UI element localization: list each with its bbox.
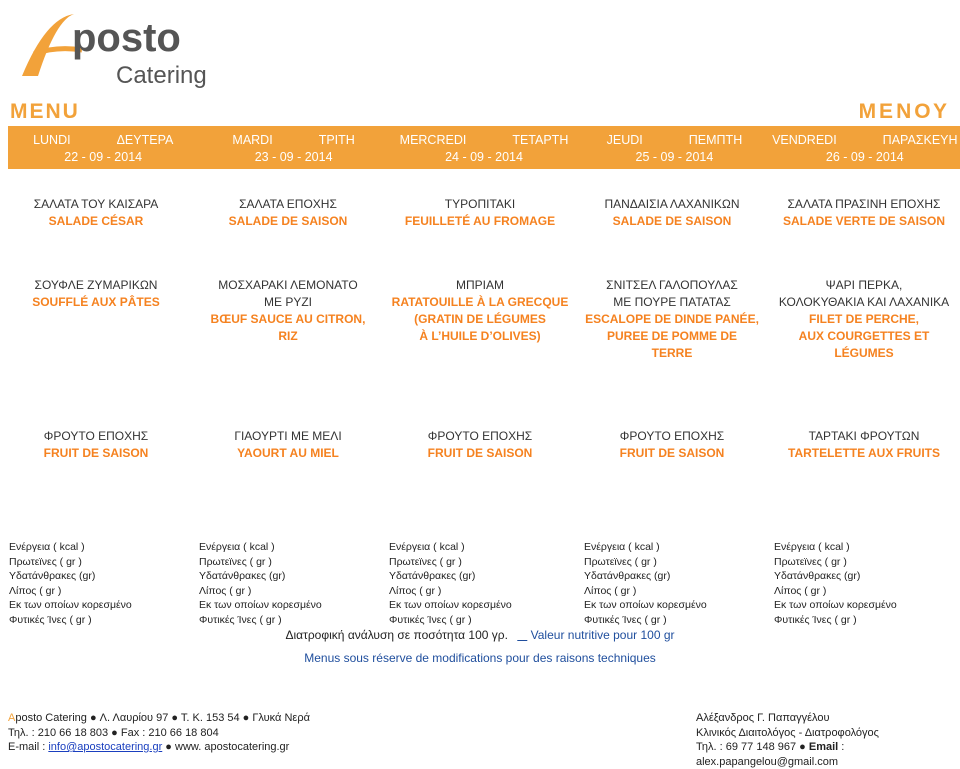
nutrition-line: Εκ των οποίων κορεσμένο bbox=[389, 599, 512, 611]
nutrition-block bbox=[199, 540, 322, 627]
logo-catering-text: Catering bbox=[116, 62, 207, 89]
nutrition-block bbox=[774, 540, 897, 627]
day-date: 23 - 09 - 2014 bbox=[254, 150, 333, 164]
dish-gr: ΣΑΛΑΤΑ ΕΠΟΧΗΣ bbox=[239, 197, 337, 211]
dish-fr: SALADE DE SAISON bbox=[228, 214, 348, 228]
dish-fr-line: ESCALOPE DE DINDE PANÉE, bbox=[585, 312, 759, 326]
starters-row bbox=[0, 196, 960, 230]
dish-fr-line: (GRATIN DE LÉGUMES bbox=[414, 312, 546, 326]
dish-gr-line: ΜΕ ΡΥΖΙ bbox=[263, 295, 312, 309]
footer-email-label: E-mail : bbox=[8, 741, 49, 753]
nutrition-line: Ενέργεια ( kcal ) bbox=[389, 541, 465, 553]
dish-fr-line: SOUFFLÉ AUX PÂTES bbox=[32, 295, 160, 309]
dish-gr: ΦΡΟΥΤΟ ΕΠΟΧΗΣ bbox=[43, 429, 149, 443]
menu-cell bbox=[192, 277, 384, 362]
nutrition-line: Εκ των οποίων κορεσμένο bbox=[774, 599, 897, 611]
dish-gr-line: ΚΟΛΟΚΥΘΑΚΙΑ ΚΑΙ ΛΑΧΑΝΙΚΑ bbox=[778, 295, 950, 309]
day-name-fr: MARDI bbox=[232, 133, 273, 147]
nutrition-line: Υδατάνθρακες (gr) bbox=[199, 570, 286, 582]
dish-fr: SALADE DE SAISON bbox=[612, 214, 732, 228]
reserve-note: Menus sous réserve de modifications pour des raisons techniques bbox=[304, 651, 656, 665]
dish-fr-line: TERRE bbox=[651, 346, 693, 360]
nutrition-line: Υδατάνθρακες (gr) bbox=[584, 570, 671, 582]
dish-fr-line: BŒUF SAUCE AU CITRON, bbox=[210, 312, 366, 326]
logo-posto-text: posto bbox=[72, 16, 181, 60]
dish-gr: ΠΑΝΔΑΙΣΙΑ ΛΑΧΑΝΙΚΩΝ bbox=[604, 197, 740, 211]
dish-fr: YAOURT AU MIEL bbox=[237, 446, 339, 460]
footer-website: ● www. apostocatering.gr bbox=[162, 741, 290, 753]
nutrition-line: Ενέργεια ( kcal ) bbox=[584, 541, 660, 553]
dish-gr: ΤΥΡΟΠΙΤΑΚΙ bbox=[444, 197, 516, 211]
dietitian-email-label: Email bbox=[808, 741, 839, 753]
dietitian-title: Κλινικός Διαιτολόγος - Διατροφολόγος bbox=[696, 726, 879, 739]
nutrition-note-gr: Διατροφική ανάλυση σε ποσότητα 100 γρ. bbox=[285, 628, 508, 642]
menu-cell bbox=[384, 428, 576, 462]
nutrition-block bbox=[584, 540, 707, 627]
dish-fr: FRUIT DE SAISON bbox=[427, 446, 533, 460]
nutrition-note-fr: Valeur nutritive pour 100 gr bbox=[530, 628, 675, 642]
day-header bbox=[198, 126, 388, 169]
day-name-gr: ΠΕΜΠΤΗ bbox=[688, 133, 743, 147]
day-name-gr: ΔΕΥΤΕΡΑ bbox=[116, 133, 174, 147]
menu-cell bbox=[0, 428, 192, 462]
day-date: 25 - 09 - 2014 bbox=[635, 150, 714, 164]
nutrition-line: Ενέργεια ( kcal ) bbox=[9, 541, 85, 553]
menu-cell bbox=[768, 428, 960, 462]
nutrition-line: Ενέργεια ( kcal ) bbox=[774, 541, 850, 553]
dish-fr: TARTELETTE AUX FRUITS bbox=[788, 446, 940, 460]
nutrition-line: Λίπος ( gr ) bbox=[389, 584, 442, 597]
nutrition-line: Υδατάνθρακες (gr) bbox=[774, 570, 861, 582]
dietitian-name: Αλέξανδρος Γ. Παπαγγέλου bbox=[696, 712, 830, 724]
dish-gr-line: ΣΟΥΦΛΕ ΖΥΜΑΡΙΚΩΝ bbox=[34, 278, 158, 292]
nutrition-line: Εκ των οποίων κορεσμένο bbox=[199, 599, 322, 611]
menu-cell bbox=[768, 277, 960, 362]
aposto-catering-logo bbox=[12, 4, 222, 94]
dish-fr: SALADE VERTE DE SAISON bbox=[782, 214, 946, 228]
day-date: 22 - 09 - 2014 bbox=[64, 150, 143, 164]
dish-gr-line: ΨΑΡΙ ΠΕΡΚΑ, bbox=[825, 278, 903, 292]
day-name-fr: MERCREDI bbox=[399, 133, 467, 147]
nutrition-line: Υδατάνθρακες (gr) bbox=[389, 570, 476, 582]
nutrition-line: Λίπος ( gr ) bbox=[774, 584, 827, 597]
nutrition-line: Εκ των οποίων κορεσμένο bbox=[9, 599, 132, 611]
day-date: 26 - 09 - 2014 bbox=[825, 150, 904, 164]
nutrition-line: Πρωτεϊνες ( gr ) bbox=[389, 555, 462, 568]
menu-cell bbox=[0, 277, 192, 362]
footer-phone-fax: Τηλ. : 210 66 18 803 ● Fax : 210 66 18 804 bbox=[8, 726, 219, 739]
dish-fr-line: RIZ bbox=[278, 329, 298, 343]
menu-cell bbox=[192, 196, 384, 230]
day-name-fr: JEUDI bbox=[606, 133, 643, 147]
nutrition-line: Πρωτεϊνες ( gr ) bbox=[9, 555, 82, 568]
dish-gr: ΓΙΑΟΥΡΤΙ ΜΕ ΜΕΛΙ bbox=[234, 429, 342, 443]
dish-fr: FEUILLETÉ AU FROMAGE bbox=[404, 214, 556, 228]
dietitian-phone: Τηλ. : 69 77 148 967 ● bbox=[696, 741, 809, 753]
day-header bbox=[770, 126, 960, 169]
menu-cell bbox=[384, 277, 576, 362]
day-date: 24 - 09 - 2014 bbox=[445, 150, 523, 164]
day-header bbox=[389, 126, 579, 169]
nutrition-line: Λίπος ( gr ) bbox=[584, 584, 637, 597]
dish-gr: ΣΑΛΑΤΑ ΠΡΑΣΙΝΗ ΕΠΟΧΗΣ bbox=[787, 197, 941, 211]
day-header-bar bbox=[8, 126, 960, 169]
footer-address: posto Catering ● Λ. Λαυρίου 97 ● Τ. Κ. 153 54 ● Γλυκά Νερά bbox=[15, 712, 310, 724]
menu-cell bbox=[576, 277, 768, 362]
day-name-gr: ΤΕΤΑΡΤΗ bbox=[512, 133, 569, 147]
nutrition-line: Φυτικές Ίνες ( gr ) bbox=[774, 613, 857, 626]
footer-dietitian-info bbox=[696, 711, 960, 769]
footer-email-link[interactable]: info@apostocatering.gr bbox=[48, 741, 163, 753]
dish-gr: ΤΑΡΤΑΚΙ ΦΡΟΥΤΩΝ bbox=[808, 429, 920, 443]
footer-company-info bbox=[8, 711, 310, 755]
menu-cell bbox=[192, 428, 384, 462]
dish-gr-line: ΜΕ ΠΟΥΡΕ ΠΑΤΑΤΑΣ bbox=[613, 295, 731, 309]
footer-logo-letter: A bbox=[8, 712, 16, 724]
dish-fr: SALADE CÉSAR bbox=[48, 214, 144, 228]
menu-cell bbox=[576, 196, 768, 230]
menu-cell bbox=[384, 196, 576, 230]
nutrition-line: Υδατάνθρακες (gr) bbox=[9, 570, 96, 582]
dish-gr-line: ΜΟΣΧΑΡΑΚΙ ΛΕΜΟΝΑΤΟ bbox=[218, 278, 358, 292]
nutrition-line: Πρωτεϊνες ( gr ) bbox=[199, 555, 272, 568]
nutrition-line: Λίπος ( gr ) bbox=[9, 584, 62, 597]
nutrition-note-separator bbox=[517, 628, 527, 642]
nutrition-line: Φυτικές Ίνες ( gr ) bbox=[199, 613, 282, 626]
dietitian-email: : alex.papangelou@gmail.com bbox=[696, 741, 845, 768]
dish-fr-line: AUX COURGETTES ET LÉGUMES bbox=[798, 329, 930, 360]
nutrition-block bbox=[9, 540, 132, 627]
day-name-fr: LUNDI bbox=[33, 133, 71, 147]
day-name-gr: ΤΡΙΤΗ bbox=[318, 133, 355, 147]
nutrition-line: Φυτικές Ίνες ( gr ) bbox=[584, 613, 667, 626]
menu-cell bbox=[576, 428, 768, 462]
nutrition-note bbox=[0, 628, 960, 642]
dish-fr-line: À L’HUILE D’OLIVES) bbox=[419, 329, 541, 343]
nutrition-line: Ενέργεια ( kcal ) bbox=[199, 541, 275, 553]
nutrition-line: Φυτικές Ίνες ( gr ) bbox=[389, 613, 472, 626]
dish-fr-line: RATATOUILLE À LA GRECQUE bbox=[391, 295, 569, 309]
menu-title-fr: MENU bbox=[10, 100, 80, 123]
menu-title-gr: ΜΕΝΟΥ bbox=[858, 100, 950, 123]
nutrition-line: Φυτικές Ίνες ( gr ) bbox=[9, 613, 92, 626]
day-header bbox=[579, 126, 769, 169]
dish-gr-line: ΣΝΙΤΣΕΛ ΓΑΛΟΠΟΥΛΑΣ bbox=[606, 278, 738, 292]
day-name-gr: ΠΑΡΑΣΚΕΥΗ bbox=[882, 133, 958, 147]
dish-fr: FRUIT DE SAISON bbox=[619, 446, 725, 460]
dish-fr: FRUIT DE SAISON bbox=[43, 446, 149, 460]
nutrition-line: Λίπος ( gr ) bbox=[199, 584, 252, 597]
nutrition-line: Πρωτεϊνες ( gr ) bbox=[584, 555, 657, 568]
dish-gr: ΣΑΛΑΤΑ ΤΟΥ ΚΑΙΣΑΡΑ bbox=[33, 197, 159, 211]
dish-gr-line: ΜΠΡΙΑΜ bbox=[456, 278, 504, 292]
menu-cell bbox=[0, 196, 192, 230]
dish-gr: ΦΡΟΥΤΟ ΕΠΟΧΗΣ bbox=[427, 429, 533, 443]
day-name-fr: VENDREDI bbox=[772, 133, 837, 147]
dish-gr: ΦΡΟΥΤΟ ΕΠΟΧΗΣ bbox=[619, 429, 725, 443]
dish-fr-line: PUREE DE POMME DE bbox=[606, 329, 738, 343]
nutrition-line: Πρωτεϊνες ( gr ) bbox=[774, 555, 847, 568]
nutrition-block bbox=[389, 540, 512, 627]
mains-row bbox=[0, 277, 960, 362]
menu-cell bbox=[768, 196, 960, 230]
nutrition-line: Εκ των οποίων κορεσμένο bbox=[584, 599, 707, 611]
dish-fr-line: FILET DE PERCHE, bbox=[808, 312, 919, 326]
desserts-row bbox=[0, 428, 960, 462]
day-header bbox=[8, 126, 198, 169]
